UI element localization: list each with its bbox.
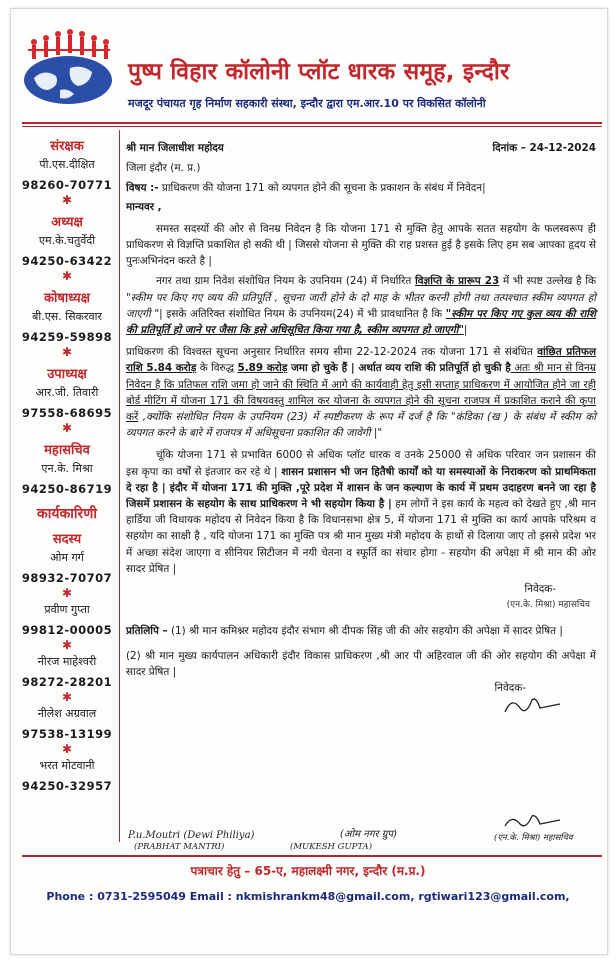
para3-highlight: वांछित प्रतिफल राशि 5.84 करोड़ [126, 346, 596, 375]
handwritten-name-2: (MUKESH GUPTA) [290, 842, 373, 852]
para2-highlight: विज्ञप्ति के प्रारूप 23 [415, 275, 500, 288]
member-block [18, 364, 116, 434]
subject-label: विषय :- [126, 182, 159, 195]
member-role: संरक्षक [50, 139, 84, 154]
para2-text: | इसके अतिरिक्त संशोधित नियम के उपनियम(24) में भी प्रावधानित है कि [159, 307, 446, 320]
salutation: मान्यवर , [126, 200, 162, 213]
subject-line [126, 180, 596, 196]
letter-date: दिनांक – 24-12-2024 [492, 142, 596, 154]
member-phone: 94250-86719 [21, 482, 113, 496]
para3-text: के विरुद्ध [196, 362, 238, 375]
member-name: पी.एस.दीक्षित [39, 158, 95, 171]
member-phone: 98260-70771 [21, 178, 113, 192]
member-name: प्रवीण गुप्ता [44, 603, 90, 616]
member-name: ओम गर्ग [50, 551, 84, 564]
star-icon: ✱ [61, 421, 73, 435]
member-role: सदस्य [52, 532, 82, 547]
recipient-place: जिला इंदौर (म. प्र.) [126, 162, 201, 175]
member-phone: 97558-68695 [21, 406, 113, 420]
signature-mark [500, 812, 570, 832]
letter-body [126, 140, 596, 696]
member-block [18, 758, 116, 793]
member-name: नीलेश अग्रवाल [37, 707, 97, 720]
para3-emphasis: जमा हो चुके हैं | अर्थात व्यय राशि की प्रतिपूर्ति हो चुकी है [287, 362, 511, 375]
paragraph-1: समस्त सदस्यों की ओर से विनम्र निवेदन है कि योजना 171 से मुक्ति हेतु आपके सतत सहयोग के फलस्वरूप ही प्राधिकरण से विज्ञप्ति प्रकाशित हो सकी थी | जिससे योजना से मुक्ति की राह प्रशस्त हुई है इसके लिए हम सब आपका हृदय से पुनःअभिनंदन करते है | [126, 222, 596, 268]
member-phone: 94250-32957 [21, 779, 113, 793]
para3-quote: ,क्योंकि संशोधित नियम के उपनियम (23) में स्पष्टीकरण के रूप में दर्ज है कि "कंडिका (ख ) के संबंध में स्कीम को व्यपगत करने के बारे में राजपत्र में अधिसूचना प्रकाशित की जावेगी |" [126, 411, 596, 440]
member-block [18, 440, 116, 496]
letter-header-row [126, 140, 596, 156]
member-role: कोषाध्यक्ष [44, 291, 90, 306]
handwritten-signature-2: (ओम नगर ग्रुप) [340, 829, 397, 840]
handwritten-signature-1: P.u.Moutri (Dewi Philiya) [128, 830, 255, 841]
handwritten-signatory-2: (एन.के. मिश्रा) महासचिव [494, 833, 573, 843]
star-icon: ✱ [61, 345, 73, 359]
footer-divider [22, 855, 602, 857]
organization-logo [20, 28, 116, 108]
member-block [18, 504, 116, 523]
member-name: भरत मोटवानी [39, 759, 95, 772]
member-name: आर.जी. तिवारी [35, 386, 99, 399]
signatory-name: (एन.के. मिश्रा) महासचिव [506, 600, 590, 611]
member-role: महासचिव [44, 443, 90, 458]
member-role: कार्यकारिणी [37, 506, 97, 522]
nivedak-label-2: निवेदक- [494, 682, 526, 695]
recipient: श्री मान जिलाधीश महोदय [126, 142, 224, 154]
star-icon: ✱ [61, 638, 73, 652]
header-divider-thin [22, 126, 602, 127]
subject-text: प्राधिकरण की योजना 171 को व्यपगत होने की सूचना के प्रकाशन के संबंध में निवेदन| [161, 182, 486, 195]
organization-subtitle: मजदूर पंचायत गृह निर्माण सहकारी संस्था, इन्दौर द्वारा एम.आर.10 पर विकसित कॉलोनी [128, 97, 486, 110]
para3-text: प्राधिकरण की विश्वस्त सूचना अनुसार निर्धारित समय सीमा 22-12-2024 तक योजना 171 से संबंधित [126, 346, 538, 359]
member-block [18, 212, 116, 282]
star-icon: ✱ [61, 742, 73, 756]
member-block [18, 706, 116, 755]
copy-1 [126, 623, 596, 639]
footer-contact: Phone : 0731-2595049 Email : nkmishrankm48@gmail.com, rgtiwari123@gmail.com, [46, 890, 570, 903]
organization-title: पुष्प विहार कॉलोनी प्लॉट धारक समूह, इन्दौर [128, 59, 510, 85]
paragraph-3 [126, 344, 596, 441]
sidebar-divider [119, 130, 120, 842]
header-divider [22, 122, 602, 124]
para2-text: में भी स्पष्ट उल्लेख है कि [499, 275, 596, 288]
copy-label: प्रतिलिपि – [126, 625, 168, 638]
member-name: बी.एस. सिकरवार [32, 310, 102, 323]
handwritten-name-1: (PRABHAT MANTRI) [134, 842, 225, 852]
para2-text: नगर तथा ग्राम निवेश संशोधित नियम के उपनियम (24) में निर्धारित [156, 275, 416, 288]
member-phone: 97538-13199 [21, 727, 113, 741]
footer-address: पत्राचार हेतु – 65-ए, महालक्ष्मी नगर, इन्दौर (म.प्र.) [190, 864, 426, 878]
para2-quote-emphasis: "स्कीम पर किए गए कुल व्यय की राशि की प्रतिपूर्ति हो जाने पर जैसा कि इसे अधिसूचित किया गया है, स्कीम व्यपगत हो जाएगी" [126, 307, 596, 337]
nivedak-label: निवेदक- [524, 583, 556, 596]
para4-emphasis: शासन प्रशासन भी जन हितैषी कार्यों को या समस्याओं के निराकरण को प्राथमिकता दे रहा है | इंदौर में योजना 171 की मुक्ति ,पूरे प्रदेश में शासन के जन कल्याण के कार्य में प्रथम उदाहरण बनने जा रहा है जिसमें प्रशासन के सहयोग के साथ प्राधिकरण ने भी सहयोग किया है | [126, 465, 596, 511]
member-block [18, 654, 116, 703]
signature-mark [500, 694, 570, 718]
copy-1-text: (1) श्री मान कमिश्नर महोदय इंदौर संभाग श्री दीपक सिंह जी की ओर सहयोग की अपेक्षा में सादर प्रेषित | [170, 625, 563, 638]
member-block [18, 529, 116, 599]
para4-text: हम लोगों ने इस कार्य के महत्व को देखते हुए ,श्री मान हार्डिया जी विधायक महोदय से निवेदन किया है कि विधानसभा क्षेत्र 5, में योजना 171 से मुक्ति का कार्य आपके परिश्रम व सहयोग का साक्षी है , यदि योजना 171 का मुक्ति पत्र श्री मान मुख्य मंत्री महोदय के हाथों से दिलाया जाए तो इससे प्रदेश भर में अच्छा संदेश जाएगा व सीनियर सिटीजन में नयी चेतना व स्फूर्ति का संचार होगा - सहयोग की अपेक्षा में श्री मान की ओर सादर प्रेषित | [126, 498, 596, 575]
member-role: अध्यक्ष [51, 215, 83, 230]
para3-highlight: 5.89 करोड़ [237, 362, 288, 375]
member-phone: 99812-00005 [21, 623, 113, 637]
paragraph-2 [126, 273, 596, 338]
para2-text: | [463, 324, 468, 337]
member-name: नीरज माहेश्वरी [37, 655, 97, 668]
member-name: एन.के. मिश्रा [41, 462, 93, 475]
para3-request: अतः श्री मान से विनम्र निवेदन है कि प्रतिफल राशि जमा हो जाने की स्थिति में आगे की कार्यवाही हेतु इसी सप्ताह प्राधिकरण में आयोजित होने जा रही बोर्ड मीटिंग में योजना 171 की विषयवस्तु शामिल कर योजना के व्यपगत होने की सूचना राजपत्र में प्रकाशित कराने की कृपा करें [126, 362, 597, 424]
member-block [18, 288, 116, 358]
member-role: उपाध्यक्ष [47, 367, 87, 382]
copy-2: (2) श्री मान मुख्य कार्यपालन अधिकारी इंदौर विकास प्राधिकरण ,श्री आर पी अहिरवाल जी की ओर सहयोग की अपेक्षा में सादर प्रेषित | [126, 649, 596, 678]
member-phone: 98272-28201 [21, 675, 113, 689]
member-phone: 98932-70707 [21, 571, 113, 585]
member-name: एम.के.चतुर्वेदी [38, 234, 96, 247]
star-icon: ✱ [61, 193, 73, 207]
member-phone: 94250-63422 [21, 254, 113, 268]
office-bearers-sidebar [18, 130, 116, 793]
member-block [18, 136, 116, 206]
star-icon: ✱ [61, 586, 73, 600]
star-icon: ✱ [61, 269, 73, 283]
para2-quote: "स्कीम पर किए गए व्यय की प्रतिपूर्ति , सूचना जारी होने के दो माह के भीतर करनी होगी तथा तत्पश्चात स्कीम व्यपगत हो जाएगी " [126, 291, 596, 320]
para4-text: चूंकि योजना 171 से प्रभावित 6000 से अधिक प्लॉट धारक व उनके 25000 से अधिक परिवार जन प्रशासन की इस कृपा का वर्षों से इंतजार कर रहे थे | [126, 449, 596, 478]
member-block [18, 602, 116, 651]
paragraph-4 [126, 447, 596, 577]
member-phone: 94259-59898 [21, 330, 113, 344]
star-icon: ✱ [61, 690, 73, 704]
